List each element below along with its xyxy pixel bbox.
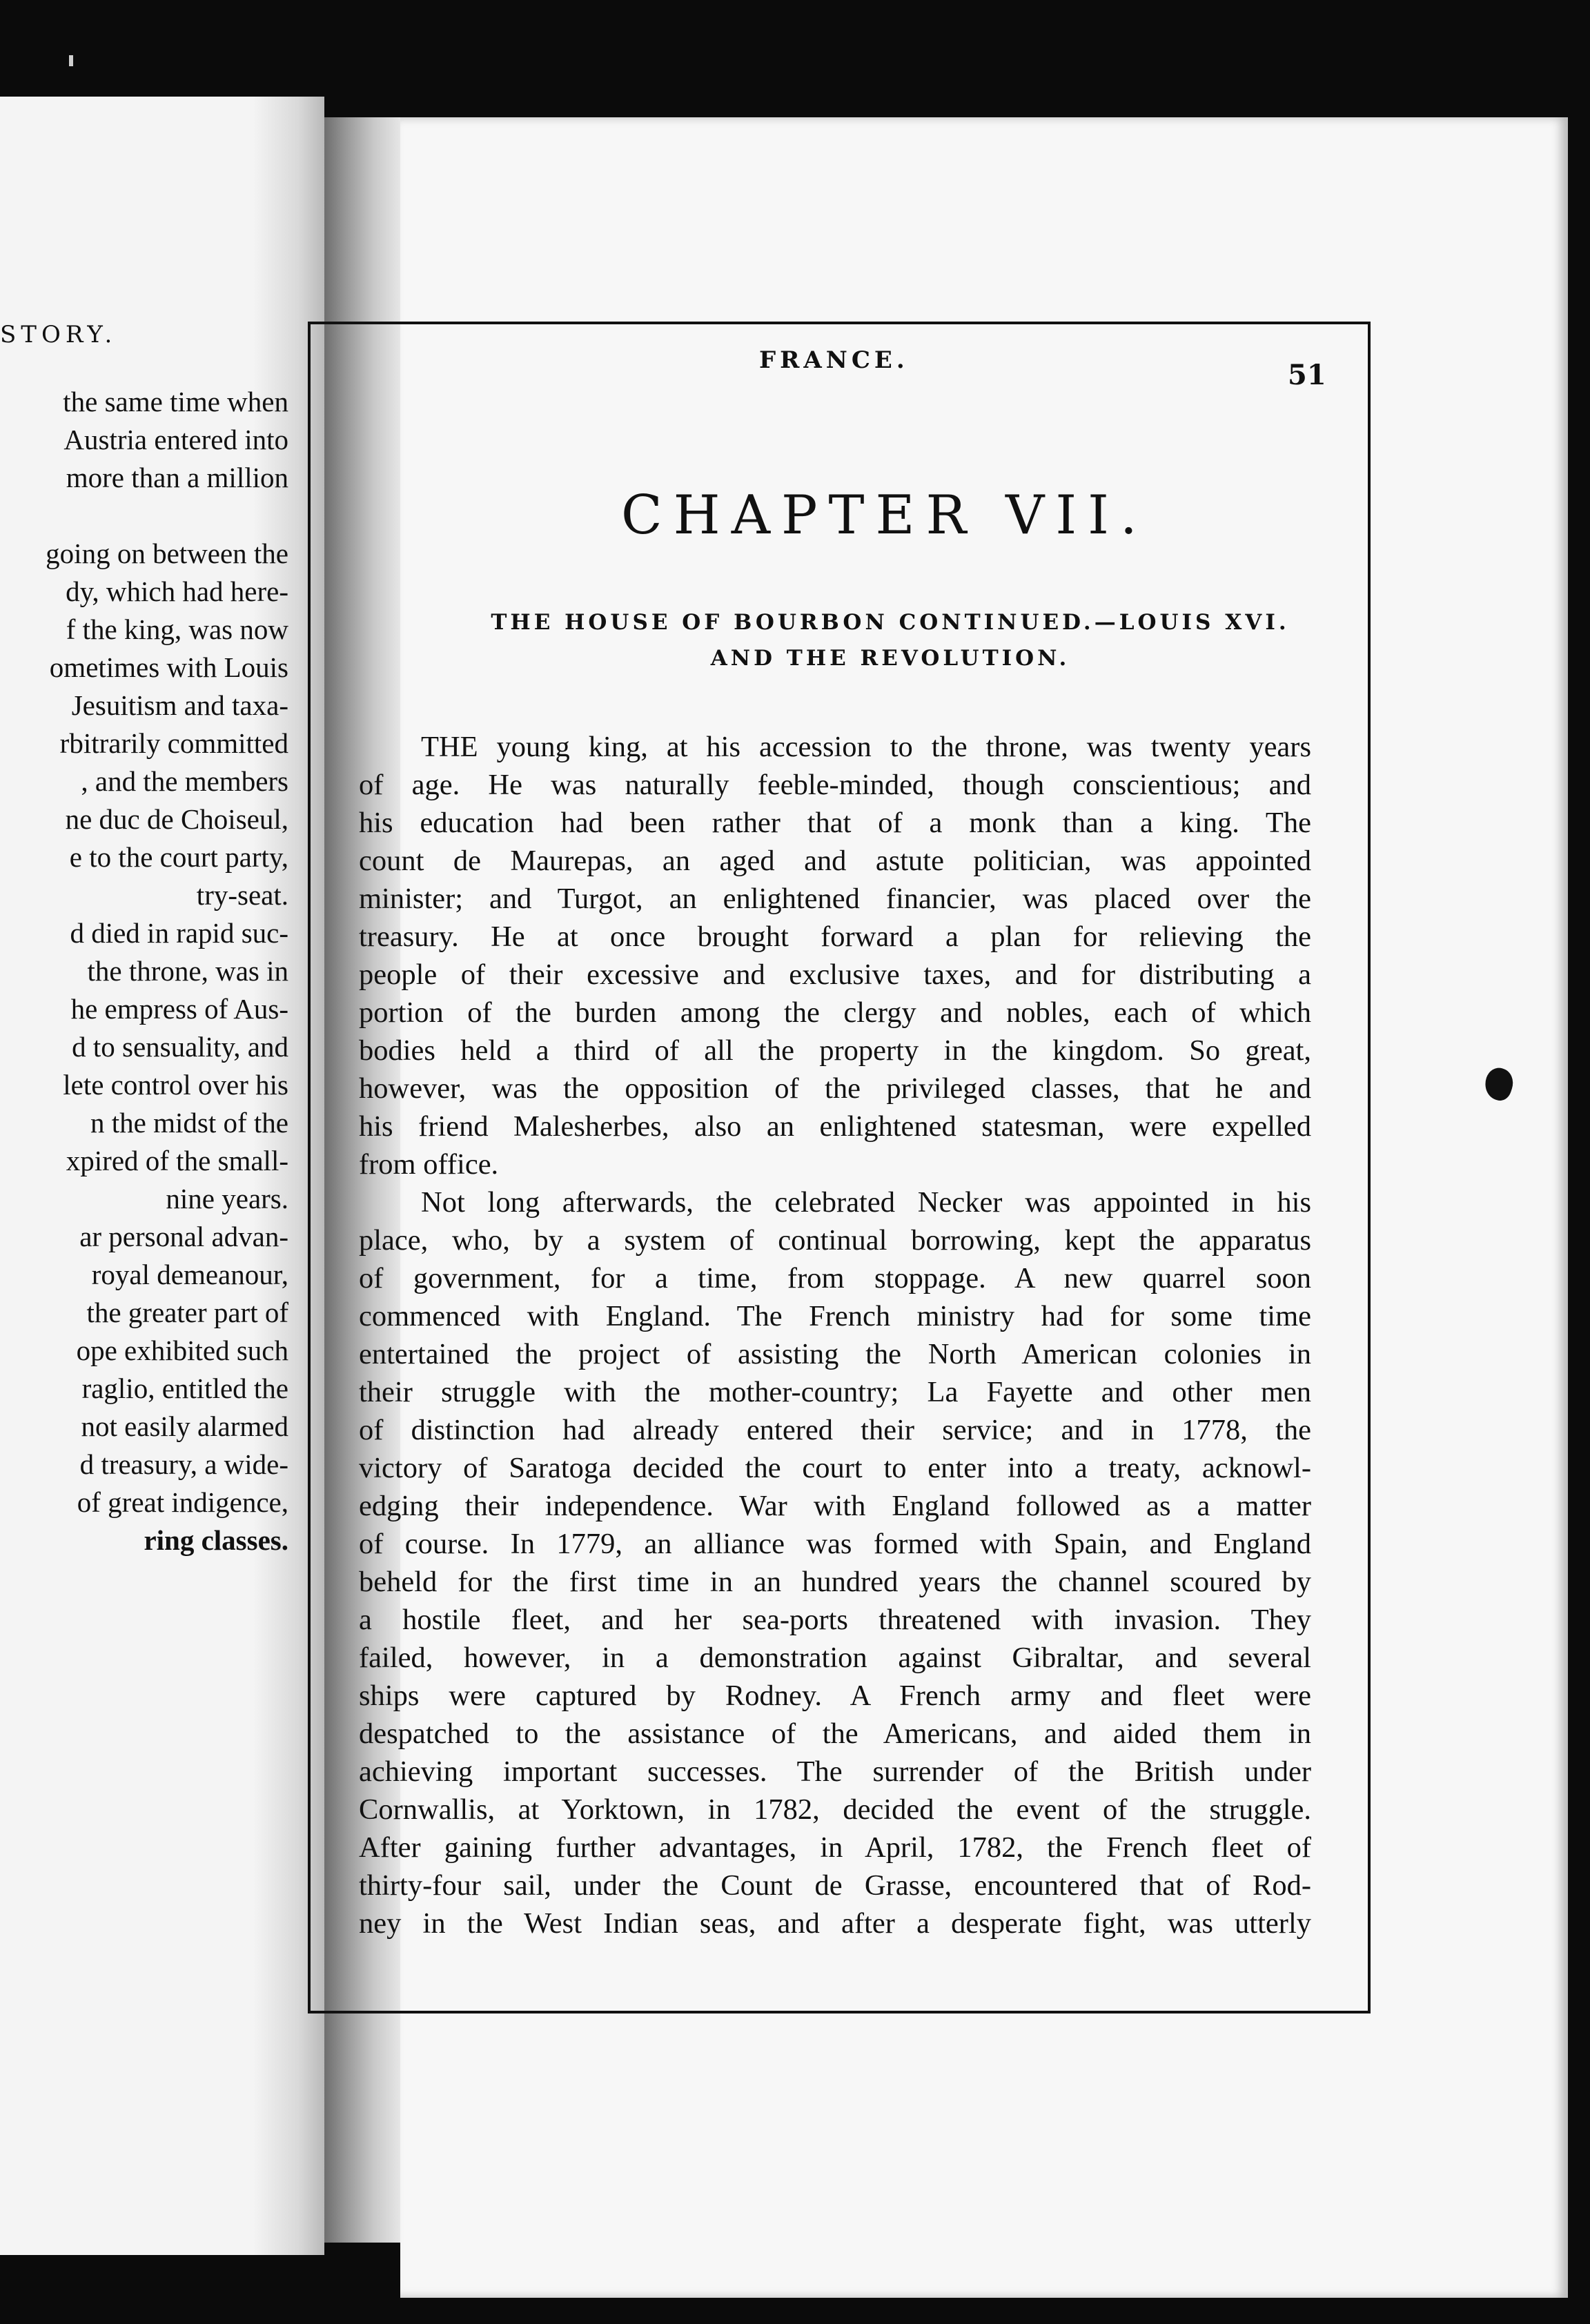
body-line: of distinction had already entered their service; and in 1778, the <box>359 1414 1311 1446</box>
left-text-line: e to the court party, <box>69 841 288 873</box>
left-text-line: d died in rapid suc- <box>70 917 288 949</box>
left-text-line: ar personal advan- <box>79 1221 288 1252</box>
body-line: his friend Malesherbes, also an enlightened statesman, were expelled <box>359 1110 1311 1143</box>
body-line: count de Maurepas, an aged and astute politician, was appointed <box>359 845 1311 877</box>
left-text-line: d to sensuality, and <box>72 1031 288 1063</box>
left-text-line: nine years. <box>166 1183 288 1214</box>
page-number: 51 <box>1288 359 1326 391</box>
body-line: their struggle with the mother-country; La Fayette and other men <box>359 1376 1311 1408</box>
left-text-line: ring classes. <box>144 1524 288 1556</box>
body-line: commenced with England. The French ministry had for some time <box>359 1300 1311 1332</box>
left-text-line: of great indigence, <box>77 1486 288 1518</box>
left-text-line: the same time when <box>63 386 288 417</box>
left-text-line: lete control over his <box>63 1069 288 1101</box>
chapter-subtitle: AND THE REVOLUTION. <box>710 646 1070 671</box>
body-line: Cornwallis, at Yorktown, in 1782, decided the event of the struggle. <box>359 1793 1311 1826</box>
body-line: treasury. He at once brought forward a plan for relieving the <box>359 920 1311 953</box>
left-text-line: ne duc de Choiseul, <box>65 803 288 835</box>
left-text-line: n the midst of the <box>90 1107 288 1139</box>
body-line: people of their excessive and exclusive taxes, and for distributing a <box>359 958 1311 991</box>
chapter-title: CHAPTER VII. <box>621 484 1148 546</box>
left-text-line: the greater part of <box>86 1297 288 1328</box>
dust-speck <box>69 55 73 66</box>
left-text-line: not easily alarmed <box>81 1410 288 1442</box>
left-text-line: the throne, was in <box>87 955 288 987</box>
left-text-line: he empress of Aus- <box>70 993 288 1025</box>
left-page-text <box>0 383 288 1559</box>
body-line: THE young king, at his accession to the throne, was twenty years <box>421 731 1311 763</box>
body-line: place, who, by a system of continual borrowing, kept the apparatus <box>359 1224 1311 1257</box>
left-text-line: raglio, entitled the <box>81 1372 288 1404</box>
previous-page <box>0 97 324 2255</box>
body-line: Not long afterwards, the celebrated Necker was appointed in his <box>421 1186 1311 1219</box>
left-running-head: STORY. <box>0 321 117 348</box>
left-text-line: , and the members <box>81 765 288 797</box>
body-line: victory of Saratoga decided the court to enter into a treaty, acknowl- <box>359 1452 1311 1484</box>
body-line: of age. He was naturally feeble-minded, though conscientious; and <box>359 769 1311 801</box>
left-text-line: Austria entered into <box>63 424 288 455</box>
body-line: portion of the burden among the clergy and nobles, each of which <box>359 996 1311 1029</box>
body-line: edging their independence. War with England followed as a matter <box>359 1490 1311 1522</box>
left-text-line: more than a million <box>66 462 288 493</box>
running-head: FRANCE. <box>759 346 909 374</box>
left-text-line: dy, which had here- <box>66 575 288 607</box>
body-line: ney in the West Indian seas, and after a desperate fight, was utterly <box>359 1907 1311 1940</box>
left-text-line: xpired of the small- <box>66 1145 288 1176</box>
body-line: beheld for the first time in an hundred years the channel scoured by <box>359 1566 1311 1598</box>
left-text-line: ometimes with Louis <box>49 651 288 683</box>
body-line: despatched to the assistance of the Americans, and aided them in <box>359 1717 1311 1750</box>
left-text-line: royal demeanour, <box>91 1259 288 1290</box>
left-text-line: f the king, was now <box>66 613 288 645</box>
body-line: thirty-four sail, under the Count de Grasse, encountered that of Rod- <box>359 1869 1311 1902</box>
body-line: of government, for a time, from stoppage. A new quarrel soon <box>359 1262 1311 1294</box>
body-line: ships were captured by Rodney. A French army and fleet were <box>359 1680 1311 1712</box>
left-text-line: Jesuitism and taxa- <box>71 689 288 721</box>
chapter-subtitle: THE HOUSE OF BOURBON CONTINUED.—LOUIS XVI. <box>491 610 1290 635</box>
left-text-line: going on between the <box>46 538 288 569</box>
body-line: entertained the project of assisting the North American colonies in <box>359 1338 1311 1370</box>
chapter-body <box>359 728 1311 1942</box>
body-line: from office. <box>359 1148 499 1181</box>
body-line: achieving important successes. The surrender of the British under <box>359 1755 1311 1788</box>
body-line: minister; and Turgot, an enlightened financier, was placed over the <box>359 883 1311 915</box>
body-line: bodies held a third of all the property in the kingdom. So great, <box>359 1034 1311 1067</box>
left-text-line: d treasury, a wide- <box>79 1448 288 1480</box>
body-line: however, was the opposition of the privileged classes, that he and <box>359 1072 1311 1105</box>
left-text-line: try-seat. <box>196 879 288 911</box>
body-line: a hostile fleet, and her sea-ports threatened with invasion. They <box>359 1604 1311 1636</box>
body-line: of course. In 1779, an alliance was formed with Spain, and England <box>359 1528 1311 1560</box>
body-line: his education had been rather that of a monk than a king. The <box>359 807 1311 839</box>
left-text-line: ope exhibited such <box>76 1335 288 1366</box>
body-line: After gaining further advantages, in April, 1782, the French fleet of <box>359 1831 1311 1864</box>
left-text-line <box>0 497 288 535</box>
left-text-line: rbitrarily committed <box>59 727 288 759</box>
body-line: failed, however, in a demonstration against Gibraltar, and several <box>359 1642 1311 1674</box>
